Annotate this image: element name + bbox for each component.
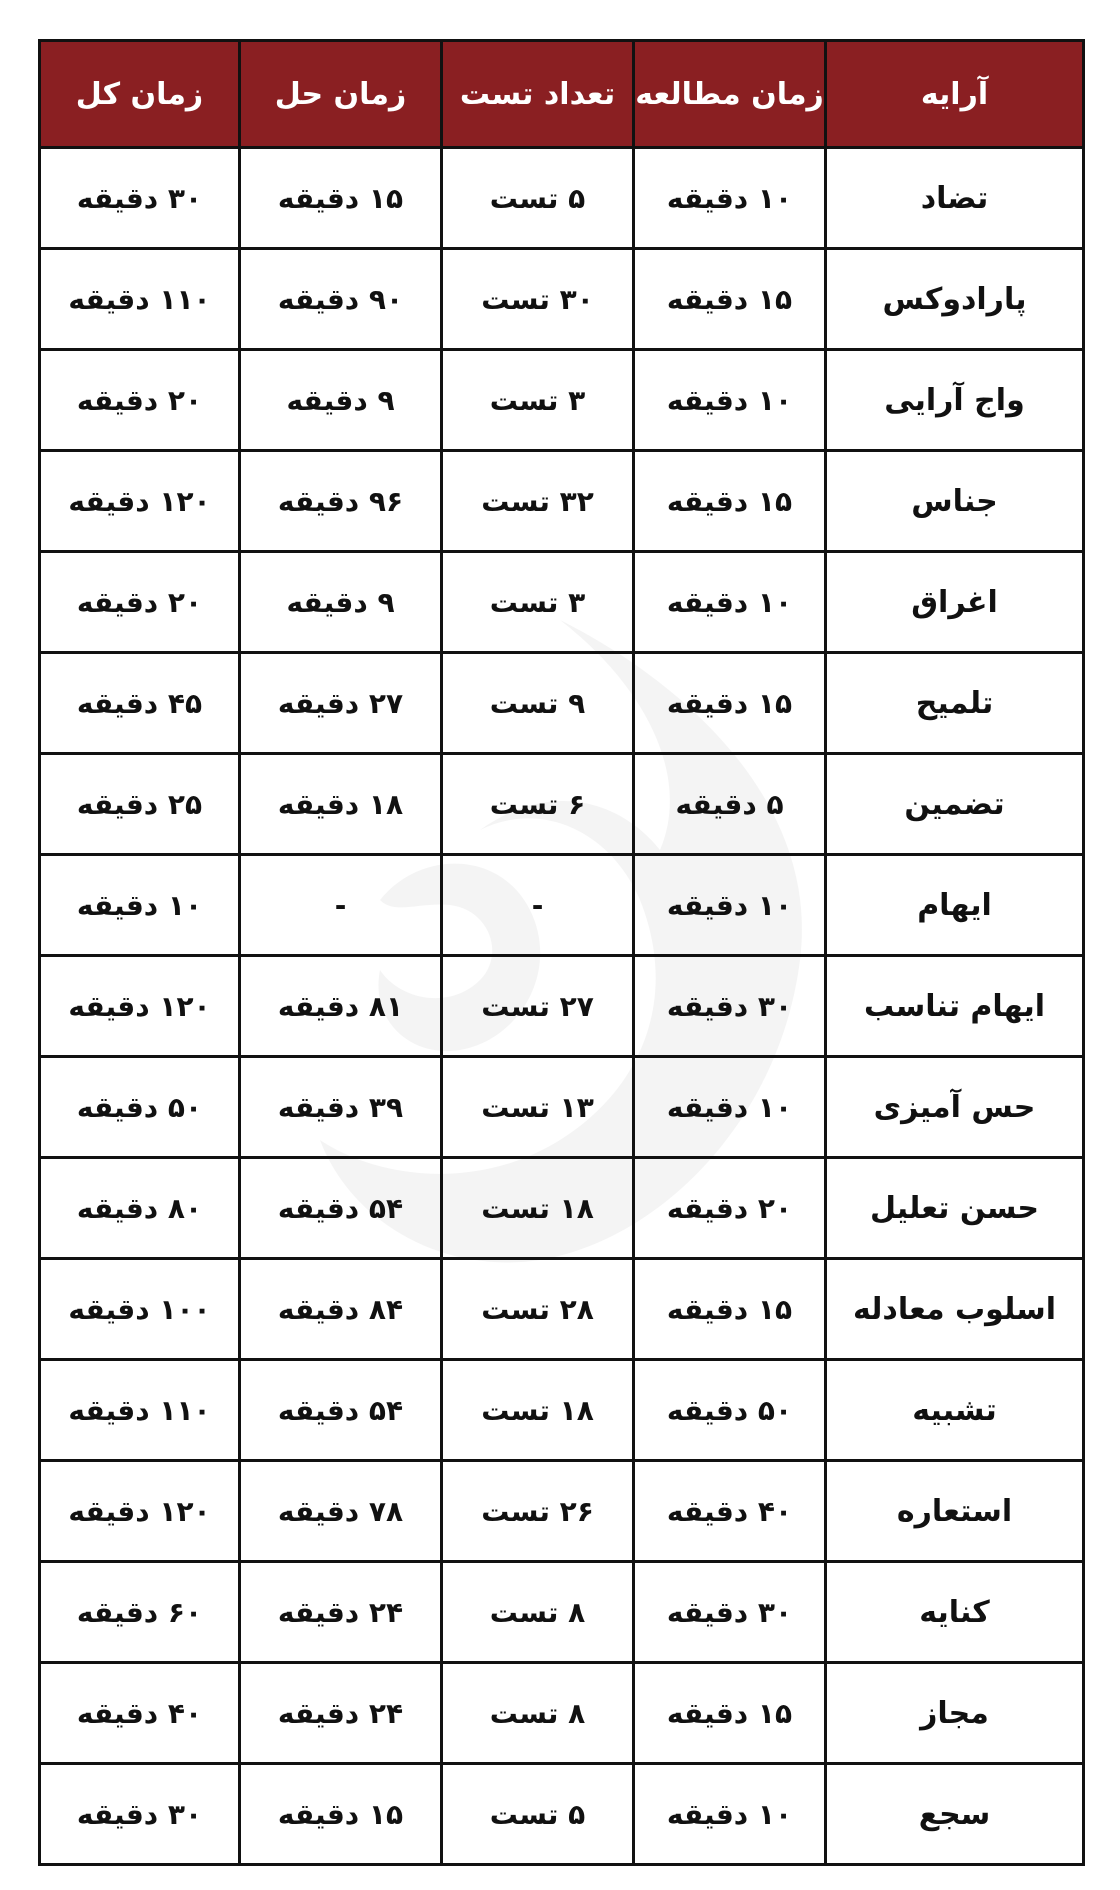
cell-name: اغراق bbox=[826, 552, 1084, 653]
table-row bbox=[40, 1461, 1084, 1562]
cell-total-time: ۱۱۰ دقیقه bbox=[40, 1360, 240, 1461]
cell-study-time: ۱۵ دقیقه bbox=[634, 1259, 826, 1360]
table-row bbox=[40, 1764, 1084, 1865]
table-row bbox=[40, 754, 1084, 855]
cell-total-time: ۴۵ دقیقه bbox=[40, 653, 240, 754]
cell-test-count: ۵ تست bbox=[442, 148, 634, 249]
cell-test-count: - bbox=[442, 855, 634, 956]
cell-total-time: ۳۰ دقیقه bbox=[40, 148, 240, 249]
cell-study-time: ۲۰ دقیقه bbox=[634, 1158, 826, 1259]
cell-total-time: ۲۰ دقیقه bbox=[40, 552, 240, 653]
table-row bbox=[40, 148, 1084, 249]
cell-total-time: ۵۰ دقیقه bbox=[40, 1057, 240, 1158]
cell-total-time: ۶۰ دقیقه bbox=[40, 1562, 240, 1663]
cell-study-time: ۱۵ دقیقه bbox=[634, 653, 826, 754]
column-header-total-time: زمان کل bbox=[40, 41, 240, 148]
cell-total-time: ۴۰ دقیقه bbox=[40, 1663, 240, 1764]
cell-solve-time: ۱۸ دقیقه bbox=[240, 754, 442, 855]
cell-test-count: ۱۸ تست bbox=[442, 1158, 634, 1259]
column-header-test-count: تعداد تست bbox=[442, 41, 634, 148]
table-row bbox=[40, 1158, 1084, 1259]
cell-solve-time: - bbox=[240, 855, 442, 956]
cell-name: حس آمیزی bbox=[826, 1057, 1084, 1158]
column-header-name: آرایه bbox=[826, 41, 1084, 148]
cell-name: مجاز bbox=[826, 1663, 1084, 1764]
cell-study-time: ۵۰ دقیقه bbox=[634, 1360, 826, 1461]
cell-test-count: ۵ تست bbox=[442, 1764, 634, 1865]
cell-study-time: ۱۰ دقیقه bbox=[634, 350, 826, 451]
table-body bbox=[40, 148, 1084, 1865]
table-header-row bbox=[40, 41, 1084, 148]
cell-study-time: ۱۵ دقیقه bbox=[634, 451, 826, 552]
cell-name: تضمین bbox=[826, 754, 1084, 855]
cell-test-count: ۳ تست bbox=[442, 552, 634, 653]
cell-name: جناس bbox=[826, 451, 1084, 552]
cell-test-count: ۳۰ تست bbox=[442, 249, 634, 350]
cell-study-time: ۱۵ دقیقه bbox=[634, 249, 826, 350]
column-header-study-time: زمان مطالعه bbox=[634, 41, 826, 148]
cell-solve-time: ۵۴ دقیقه bbox=[240, 1360, 442, 1461]
table-row bbox=[40, 1360, 1084, 1461]
cell-test-count: ۸ تست bbox=[442, 1663, 634, 1764]
table-row bbox=[40, 350, 1084, 451]
table-row bbox=[40, 552, 1084, 653]
cell-solve-time: ۲۴ دقیقه bbox=[240, 1663, 442, 1764]
table-row bbox=[40, 956, 1084, 1057]
cell-solve-time: ۸۱ دقیقه bbox=[240, 956, 442, 1057]
table-row bbox=[40, 249, 1084, 350]
table-row bbox=[40, 451, 1084, 552]
cell-test-count: ۹ تست bbox=[442, 653, 634, 754]
cell-test-count: ۸ تست bbox=[442, 1562, 634, 1663]
cell-test-count: ۲۸ تست bbox=[442, 1259, 634, 1360]
cell-test-count: ۳۲ تست bbox=[442, 451, 634, 552]
cell-total-time: ۱۰۰ دقیقه bbox=[40, 1259, 240, 1360]
cell-solve-time: ۹۶ دقیقه bbox=[240, 451, 442, 552]
cell-total-time: ۱۲۰ دقیقه bbox=[40, 956, 240, 1057]
column-header-solve-time: زمان حل bbox=[240, 41, 442, 148]
table-row bbox=[40, 1259, 1084, 1360]
cell-name: استعاره bbox=[826, 1461, 1084, 1562]
cell-name: تلمیح bbox=[826, 653, 1084, 754]
table-row bbox=[40, 855, 1084, 956]
table-row bbox=[40, 1057, 1084, 1158]
cell-solve-time: ۲۷ دقیقه bbox=[240, 653, 442, 754]
study-schedule-table bbox=[38, 39, 1085, 1866]
cell-name: سجع bbox=[826, 1764, 1084, 1865]
cell-total-time: ۱۱۰ دقیقه bbox=[40, 249, 240, 350]
cell-solve-time: ۵۴ دقیقه bbox=[240, 1158, 442, 1259]
cell-total-time: ۱۲۰ دقیقه bbox=[40, 451, 240, 552]
table-row bbox=[40, 1663, 1084, 1764]
cell-study-time: ۱۰ دقیقه bbox=[634, 855, 826, 956]
cell-test-count: ۳ تست bbox=[442, 350, 634, 451]
cell-solve-time: ۹ دقیقه bbox=[240, 350, 442, 451]
cell-study-time: ۱۰ دقیقه bbox=[634, 1764, 826, 1865]
cell-total-time: ۲۵ دقیقه bbox=[40, 754, 240, 855]
cell-solve-time: ۱۵ دقیقه bbox=[240, 148, 442, 249]
table-row bbox=[40, 1562, 1084, 1663]
cell-total-time: ۱۲۰ دقیقه bbox=[40, 1461, 240, 1562]
cell-test-count: ۲۷ تست bbox=[442, 956, 634, 1057]
cell-solve-time: ۹ دقیقه bbox=[240, 552, 442, 653]
table-row bbox=[40, 653, 1084, 754]
cell-name: ایهام تناسب bbox=[826, 956, 1084, 1057]
cell-name: اسلوب معادله bbox=[826, 1259, 1084, 1360]
cell-name: تشبیه bbox=[826, 1360, 1084, 1461]
cell-study-time: ۴۰ دقیقه bbox=[634, 1461, 826, 1562]
cell-name: واج آرایی bbox=[826, 350, 1084, 451]
cell-solve-time: ۲۴ دقیقه bbox=[240, 1562, 442, 1663]
cell-study-time: ۵ دقیقه bbox=[634, 754, 826, 855]
cell-solve-time: ۳۹ دقیقه bbox=[240, 1057, 442, 1158]
cell-solve-time: ۸۴ دقیقه bbox=[240, 1259, 442, 1360]
cell-solve-time: ۹۰ دقیقه bbox=[240, 249, 442, 350]
cell-total-time: ۳۰ دقیقه bbox=[40, 1764, 240, 1865]
cell-name: ایهام bbox=[826, 855, 1084, 956]
cell-solve-time: ۱۵ دقیقه bbox=[240, 1764, 442, 1865]
cell-test-count: ۱۳ تست bbox=[442, 1057, 634, 1158]
cell-test-count: ۲۶ تست bbox=[442, 1461, 634, 1562]
cell-study-time: ۳۰ دقیقه bbox=[634, 956, 826, 1057]
cell-solve-time: ۷۸ دقیقه bbox=[240, 1461, 442, 1562]
cell-study-time: ۱۰ دقیقه bbox=[634, 1057, 826, 1158]
cell-study-time: ۳۰ دقیقه bbox=[634, 1562, 826, 1663]
cell-test-count: ۶ تست bbox=[442, 754, 634, 855]
cell-total-time: ۲۰ دقیقه bbox=[40, 350, 240, 451]
cell-study-time: ۱۵ دقیقه bbox=[634, 1663, 826, 1764]
cell-total-time: ۸۰ دقیقه bbox=[40, 1158, 240, 1259]
cell-name: حسن تعلیل bbox=[826, 1158, 1084, 1259]
cell-study-time: ۱۰ دقیقه bbox=[634, 148, 826, 249]
cell-total-time: ۱۰ دقیقه bbox=[40, 855, 240, 956]
cell-name: کنایه bbox=[826, 1562, 1084, 1663]
cell-test-count: ۱۸ تست bbox=[442, 1360, 634, 1461]
cell-study-time: ۱۰ دقیقه bbox=[634, 552, 826, 653]
cell-name: تضاد bbox=[826, 148, 1084, 249]
cell-name: پارادوکس bbox=[826, 249, 1084, 350]
